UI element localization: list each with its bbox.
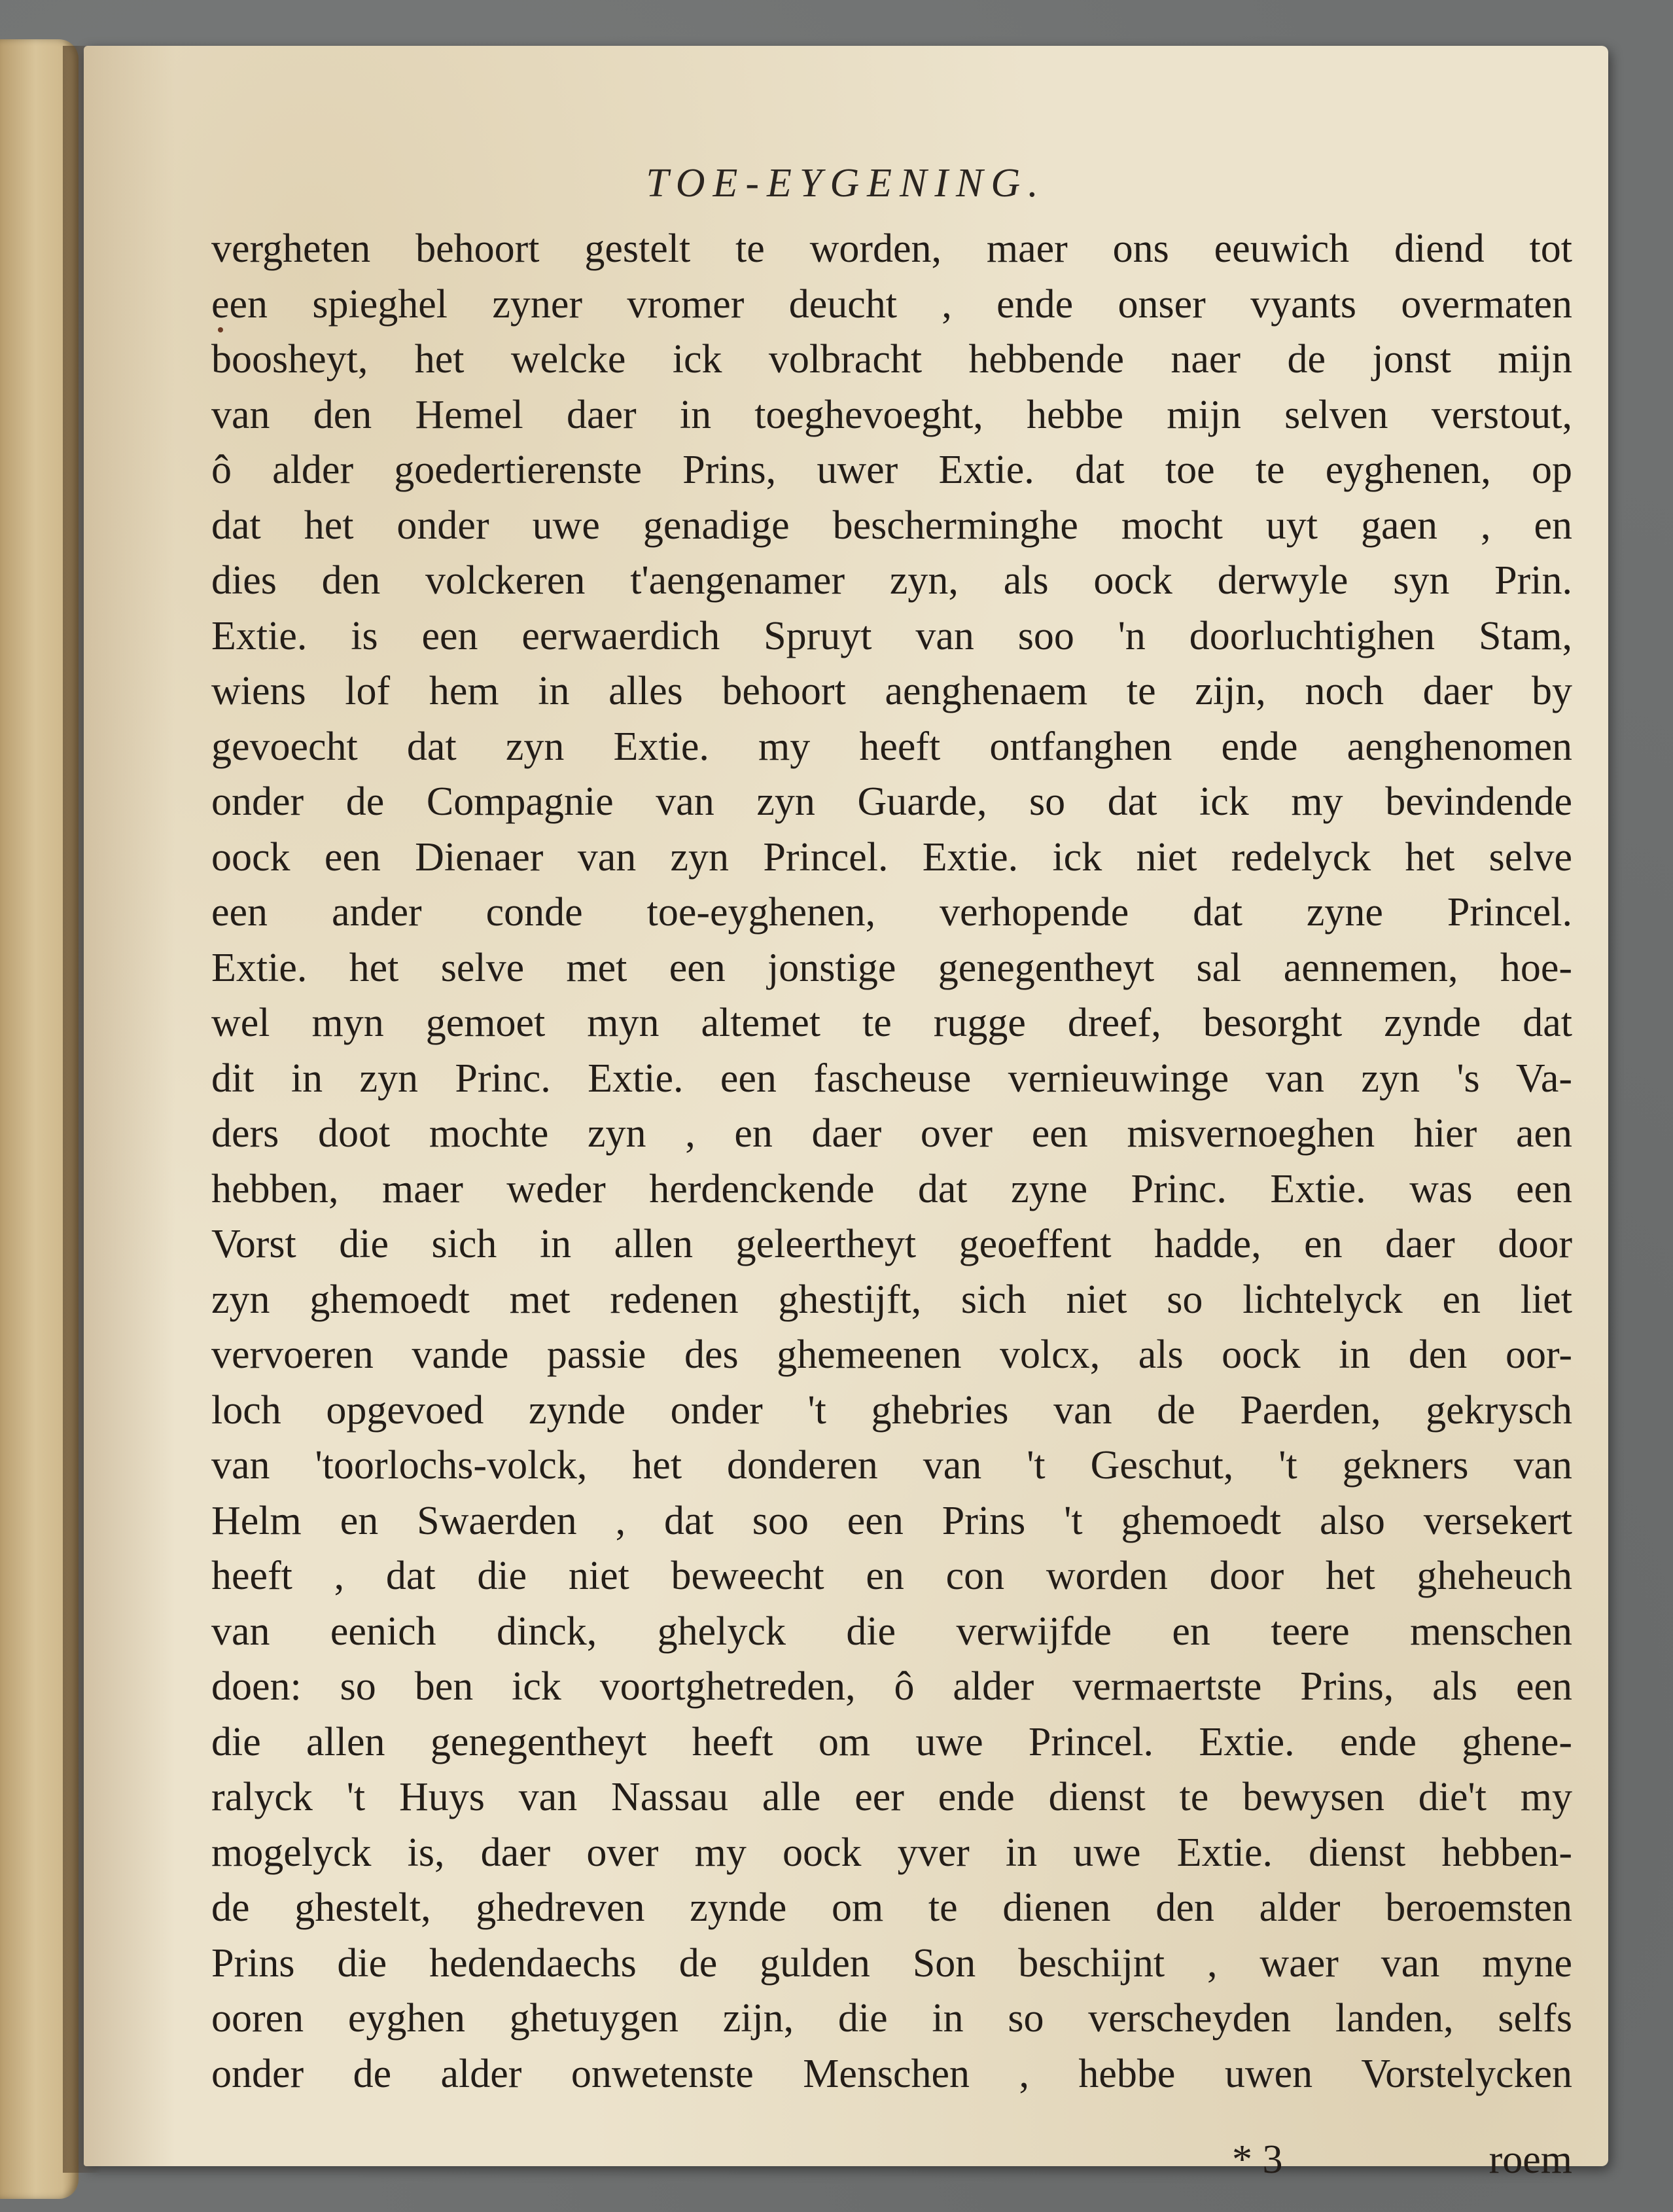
- text-line: wiens lof hem in alles behoort aenghenaem te zijn, noch daer by: [211, 669, 1572, 713]
- text-line: van 'toorlochs-volck, het donderen van 't Geschut, 't gekners van: [211, 1443, 1572, 1488]
- text-line: Prins die hedendaechs de gulden Son beschijnt , waer van myne: [211, 1940, 1572, 1986]
- text-line: dat het onder uwe genadige bescherminghe mocht uyt gaen , en: [211, 503, 1572, 548]
- text-line: een spieghel zyner vromer deucht , ende onser vyants overmaten: [211, 281, 1572, 327]
- running-title: TOE-EYGENING.: [646, 161, 1046, 205]
- text-line: gevoecht dat zyn Extie. my heeft ontfanghen ende aenghenomen: [211, 724, 1572, 769]
- text-line: oock een Dienaer van zyn Princel. Extie. ick niet redelyck het selve: [211, 834, 1572, 880]
- text-line: boosheyt, het welcke ick volbracht hebbende naer de jonst mijn: [211, 337, 1572, 382]
- text-line: van den Hemel daer in toeghevoeght, hebbe mijn selven verstout,: [211, 392, 1572, 437]
- text-line: wel myn gemoet myn altemet te rugge dreef, besorght zynde dat: [211, 1001, 1572, 1045]
- text-line: loch opgevoed zynde onder 't ghebries van de Paerden, gekrysch: [211, 1387, 1572, 1433]
- text-line: onder de Compagnie van zyn Guarde, so dat ick my bevindende: [211, 779, 1572, 824]
- page-body-text: [211, 221, 1572, 2101]
- text-line: heeft , dat die niet beweecht en con worden door het gheheuch: [211, 1554, 1572, 1598]
- text-line: mogelyck is, daer over my oock yver in uwe Extie. dienst hebben-: [211, 1830, 1572, 1875]
- text-line: ders doot mochte zyn , en daer over een misvernoeghen hier aen: [211, 1111, 1572, 1156]
- text-line: dies den volckeren t'aengenamer zyn, als oock derwyle syn Prin.: [211, 558, 1572, 603]
- signature-mark: * 3: [1232, 2137, 1283, 2182]
- text-line: Vorst die sich in allen geleertheyt geoeffent hadde, en daer door: [211, 1222, 1572, 1266]
- text-line: een ander conde toe-eyghenen, verhopende dat zyne Princel.: [211, 890, 1572, 935]
- text-line: Extie. het selve met een jonstige genegentheyt sal aennemen, hoe-: [211, 945, 1572, 990]
- text-line: ô alder goedertierenste Prins, uwer Extie. dat toe te eyghenen, op: [211, 448, 1572, 492]
- text-line: zyn ghemoedt met redenen ghestijft, sich niet so lichtelyck en liet: [211, 1277, 1572, 1322]
- text-line: ralyck 't Huys van Nassau alle eer ende dienst te bewysen die't my: [211, 1775, 1572, 1819]
- text-line: doen: so ben ick voortghetreden, ô alder vermaertste Prins, als een: [211, 1664, 1572, 1709]
- text-line: onder de alder onwetenste Menschen , hebbe uwen Vorstelycken: [211, 2051, 1572, 2096]
- page-footer: [211, 2137, 1572, 2189]
- text-line: ooren eyghen ghetuygen zijn, die in so verscheyden landen, selfs: [211, 1996, 1572, 2041]
- text-line: vervoeren vande passie des ghemeenen volcx, als oock in den oor-: [211, 1332, 1572, 1377]
- text-line: van eenich dinck, ghelyck die verwijfde en teere menschen: [211, 1609, 1572, 1654]
- text-line: Extie. is een eerwaerdich Spruyt van soo 'n doorluchtighen Stam,: [211, 613, 1572, 658]
- book-page: [84, 46, 1608, 2182]
- text-line: vergheten behoort gestelt te worden, maer ons eeuwich diend tot: [211, 226, 1572, 271]
- text-line: die allen genegentheyt heeft om uwe Princel. Extie. ende ghene-: [211, 1719, 1572, 1764]
- text-line: Helm en Swaerden , dat soo een Prins 't ghemoedt also versekert: [211, 1498, 1572, 1543]
- text-line: hebben, maer weder herdenckende dat zyne Princ. Extie. was een: [211, 1166, 1572, 1211]
- text-line: de ghestelt, ghedreven zynde om te dienen den alder beroemsten: [211, 1885, 1572, 1930]
- catchword: roem: [1488, 2137, 1572, 2182]
- text-line: dit in zyn Princ. Extie. een fascheuse vernieuwinge van zyn 's Va-: [211, 1056, 1572, 1101]
